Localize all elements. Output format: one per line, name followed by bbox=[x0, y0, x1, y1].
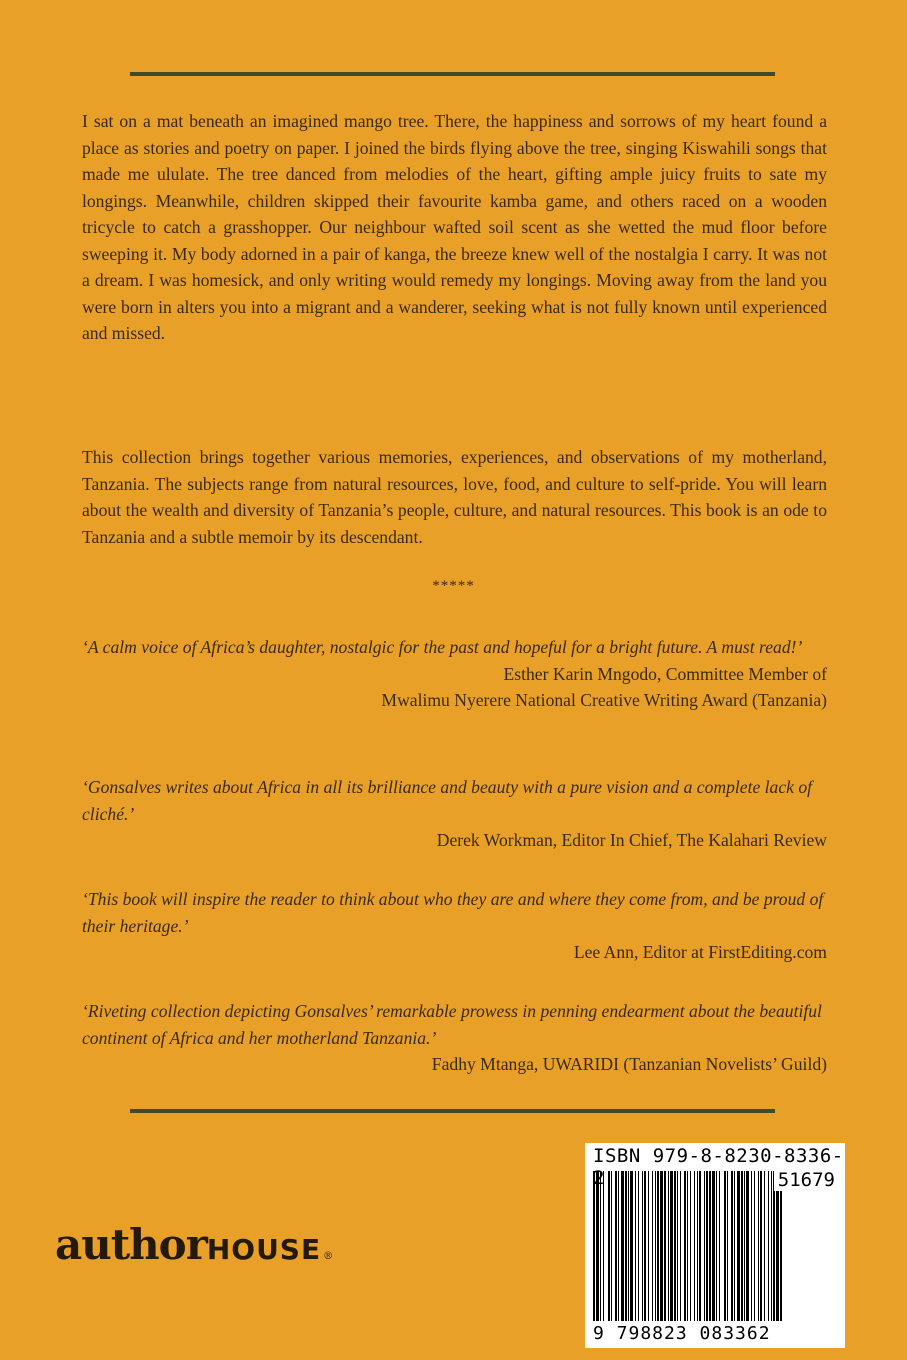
logo-author-text: author bbox=[55, 1220, 207, 1269]
barcode-bar bbox=[737, 1171, 740, 1321]
quote-text: ‘Riveting collection depicting Gonsalves’ remarkable prowess in penning endearment about the beautiful continent of Africa and her motherland Tanzania.’ bbox=[82, 1001, 822, 1048]
top-divider bbox=[130, 72, 775, 76]
barcode-bar bbox=[716, 1171, 717, 1321]
barcode-bar bbox=[780, 1171, 782, 1321]
blurb-paragraph-2: This collection brings together various memories, experiences, and observations of my motherland, Tanzania. The subjects range from natural resources, love, food, and culture to self-pride. You will learn about the wealth and diversity of Tanzania’s people, culture, and natural resources. This book is an ode to Tanzania and a subtle memoir by its descendant. bbox=[82, 447, 827, 547]
barcode-bar bbox=[754, 1171, 755, 1321]
barcode-bar bbox=[724, 1171, 726, 1321]
logo-house-text: HOUSE bbox=[206, 1233, 322, 1266]
barcode-bar bbox=[674, 1171, 676, 1321]
barcode-bar bbox=[660, 1171, 663, 1321]
barcode-bar bbox=[706, 1171, 708, 1321]
barcode-bar bbox=[746, 1171, 749, 1321]
barcode-bar bbox=[764, 1171, 765, 1321]
barcode-bar bbox=[719, 1171, 720, 1321]
barcode-bar bbox=[694, 1171, 695, 1321]
barcode-bar bbox=[628, 1171, 629, 1321]
barcode-bar bbox=[731, 1171, 733, 1321]
review-quote bbox=[82, 886, 827, 966]
blurb-paragraph-1: I sat on a mat beneath an imagined mango tree. There, the happiness and sorrows of my heart found a place as stories and poetry on paper. I joined the birds flying above the tree, singing Kiswahili songs that made me ululate. The tree danced from melodies of the heart, gifting ample juicy fruits to sate my longings. Meanwhile, children skipped their favourite kamba game, and others raced on a wooden tricycle to catch a grasshopper. Our neighbour wafted soil scent as she wetted the mud floor before sweeping it. My body adorned in a pair of kanga, the breeze knew well of the nostalgia I carry. It was not a dream. I was homesick, and only writing would remedy my longings. Moving away from the land you were born in alters you into a migrant and a wanderer, seeking what is not fully known until experienced and missed. bbox=[82, 111, 827, 343]
barcode-bar bbox=[760, 1171, 762, 1321]
barcode-bar bbox=[776, 1171, 779, 1321]
review-quote bbox=[82, 998, 827, 1078]
quote-attribution: Esther Karin Mngodo, Committee Member of bbox=[503, 663, 827, 684]
barcode-bar bbox=[690, 1171, 691, 1321]
isbn-barcode bbox=[585, 1143, 845, 1348]
section-separator: ***** bbox=[432, 578, 475, 594]
barcode-bar bbox=[600, 1171, 601, 1321]
barcode-bar bbox=[670, 1171, 673, 1321]
barcode-bar bbox=[618, 1171, 619, 1321]
barcode-bar bbox=[768, 1171, 769, 1321]
barcode-bar bbox=[744, 1171, 745, 1321]
price-code: 51679 bbox=[774, 1169, 835, 1191]
barcode-bar bbox=[593, 1171, 595, 1321]
barcode-bar bbox=[684, 1171, 686, 1321]
barcode-bar bbox=[699, 1171, 701, 1321]
barcode-bar bbox=[642, 1171, 643, 1321]
barcode-bar bbox=[677, 1171, 678, 1321]
barcode-bar bbox=[704, 1171, 705, 1321]
quote-attribution: Mwalimu Nyerere National Creative Writing Award (Tanzania) bbox=[381, 690, 827, 710]
barcode-bar bbox=[734, 1171, 735, 1321]
barcode-bar bbox=[635, 1171, 636, 1321]
barcode-bar bbox=[668, 1171, 669, 1321]
barcode-bar bbox=[655, 1171, 656, 1321]
barcode-bar bbox=[741, 1171, 743, 1321]
isbn-label: ISBN 979-8-8230-8336- bbox=[593, 1145, 844, 1167]
barcode-bar bbox=[603, 1171, 604, 1321]
barcode-bar bbox=[680, 1171, 681, 1321]
barcode-bar bbox=[697, 1171, 698, 1321]
bottom-divider bbox=[130, 1109, 775, 1113]
barcode-digits: 9 798823 083362 bbox=[593, 1323, 771, 1344]
barcode-bar bbox=[771, 1171, 772, 1321]
quote-attribution: Derek Workman, Editor In Chief, The Kalahari Review bbox=[436, 830, 827, 850]
barcode-bar bbox=[611, 1171, 612, 1321]
barcode-bar bbox=[712, 1171, 715, 1321]
barcode-bar bbox=[625, 1171, 627, 1321]
quote-attribution: Lee Ann, Editor at FirstEditing.com bbox=[573, 942, 827, 962]
barcode-bar bbox=[773, 1171, 775, 1321]
barcode-bar bbox=[615, 1171, 617, 1321]
barcode-bar bbox=[608, 1171, 610, 1321]
quote-text: ‘A calm voice of Africa’s daughter, nostalgic for the past and hopeful for a bright future. A must read!’ bbox=[82, 637, 803, 657]
quote-text: ‘This book will inspire the reader to think about who they are and where they come from, and be proud of their heritage.’ bbox=[82, 889, 824, 936]
barcode-bar bbox=[621, 1171, 624, 1321]
registered-mark: ® bbox=[323, 1251, 334, 1262]
barcode-bar bbox=[652, 1171, 653, 1321]
barcode-bar bbox=[644, 1171, 646, 1321]
barcode-bar bbox=[758, 1171, 759, 1321]
barcode-bar bbox=[648, 1171, 649, 1321]
barcode-bar bbox=[709, 1171, 711, 1321]
review-quote bbox=[82, 634, 827, 714]
barcode-bar bbox=[657, 1171, 659, 1321]
barcode-bars bbox=[593, 1171, 837, 1321]
publisher-logo bbox=[55, 1220, 333, 1270]
quote-text: ‘Gonsalves writes about Africa in all its brilliance and beauty with a pure vision and a complete lack of cliché.’ bbox=[82, 777, 813, 824]
barcode-bar bbox=[638, 1171, 639, 1321]
review-quote bbox=[82, 774, 827, 854]
barcode-bar bbox=[687, 1171, 688, 1321]
barcode-bar bbox=[664, 1171, 666, 1321]
barcode-bar bbox=[751, 1171, 752, 1321]
quote-attribution: Fadhy Mtanga, UWARIDI (Tanzanian Novelists’ Guild) bbox=[431, 1054, 827, 1074]
barcode-bar bbox=[630, 1171, 633, 1321]
barcode-bar bbox=[596, 1171, 599, 1321]
barcode-bar bbox=[727, 1171, 728, 1321]
